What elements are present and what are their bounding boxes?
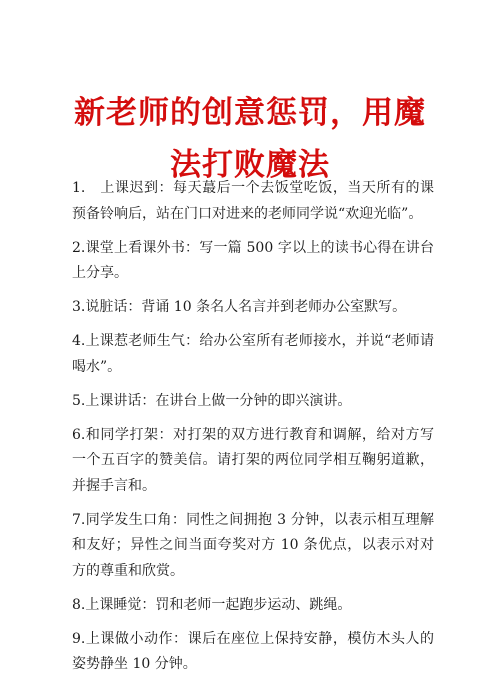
list-item: 6.和同学打架：对打架的双方进行教育和调解，给对方写一个五百字的赞美信。请打架的两位同学相互鞠躬道歉，并握手言和。 <box>72 426 434 494</box>
list-item: 9.上课做小动作：课后在座位上保持安静，模仿木头人的姿势静坐 10 分钟。 <box>72 630 434 672</box>
list-item: 8.上课睡觉：罚和老师一起跑步运动、跳绳。 <box>72 596 352 613</box>
list-item: 7.同学发生口角：同性之间拥抱 3 分钟，以表示相互理解和友好；异性之间当面夸奖对方 10 条优点，以表示对对方的尊重和欣赏。 <box>72 511 434 579</box>
page-title-line-1: 新老师的创意惩罚，用魔 <box>74 94 426 131</box>
list-item: 3.说脏话：背诵 10 条名人名言并到老师办公室默写。 <box>72 299 407 315</box>
list-item: 4.上课惹老师生气：给办公室所有老师接水，并说“老师请喝水”。 <box>72 333 434 375</box>
list-item: 1. 上课迟到：每天蕞后一个去饭堂吃饭，当天所有的课预备铃响后，站在门口对进来的老师同学说“欢迎光临”。 <box>72 180 434 222</box>
list-item: 2.课堂上看课外书：写一篇 500 字以上的读书心得在讲台上分享。 <box>72 239 434 281</box>
punishment-list <box>72 176 434 686</box>
page-title-line-2: 法打败魔法 <box>170 146 330 183</box>
list-item: 5.上课讲话：在讲台上做一分钟的即兴演讲。 <box>72 392 352 409</box>
